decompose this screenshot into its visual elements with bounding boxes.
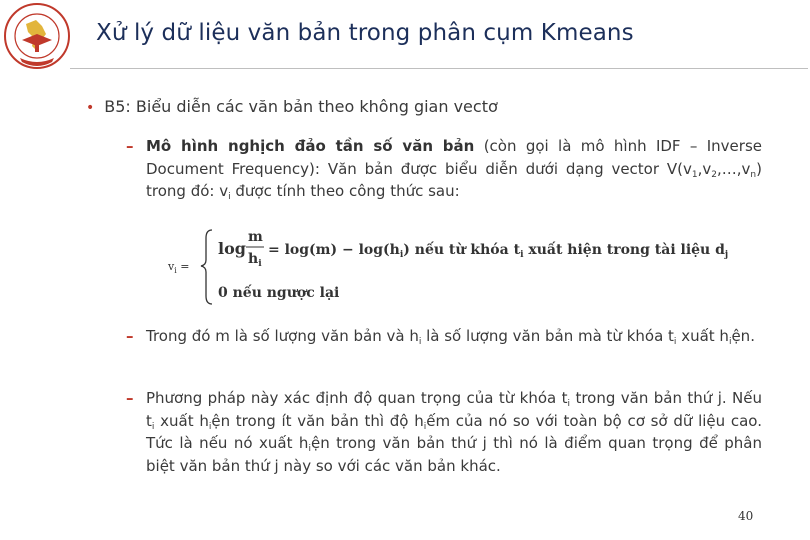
- dash-marker: –: [126, 389, 134, 407]
- idf-formula: [168, 224, 729, 306]
- bullet-dot: •: [86, 100, 95, 116]
- page-number: 40: [738, 509, 754, 523]
- formula-case2: 0 nếu ngược lại: [218, 285, 340, 301]
- svg-text:hi: $h_i$: [248, 251, 262, 269]
- svg-text:= log(m) − log(hi) nếu từ khóa: = $\log(m) - \log(h_i)$ nếu từ khóa $t_i$ xuất hiện trong tài liệu $d_j$: [268, 242, 729, 260]
- item-text: Phương pháp này xác định độ quan trọng của từ khóa $t_i$ trong văn bản thứ j. Nếu $t_i$ xuất $h_iện$ trong ít văn bản thì độ $h_iếm$ của nó so với toàn bộ cơ sở dữ liệu cao. Tức là nếu nó xuất $h_iện$ trong văn bản thứ j thì nó là điểm quan trọng để phân biệt văn bản thứ j này so với các văn bản khác.: [146, 389, 762, 475]
- university-logo: [2, 2, 72, 70]
- formula-lhs: $v_i$ =: [168, 260, 190, 275]
- svg-text:m: m: [248, 229, 263, 245]
- svg-text:log: log: [218, 239, 246, 258]
- dash-marker: –: [126, 137, 134, 155]
- item-bold-lead: Mô hình nghịch đảo tần số văn bản: [146, 137, 475, 155]
- bullet-text: B5: Biểu diễn các văn bản theo không gian vectơ: [104, 97, 498, 116]
- title-divider: [70, 68, 808, 69]
- slide-title: Xử lý dữ liệu văn bản trong phân cụm Kmeans: [96, 20, 634, 46]
- list-item-definition: [128, 325, 762, 348]
- list-item-idf: [128, 135, 762, 203]
- main-bullet: [86, 97, 498, 116]
- item-text: Trong đó m là số lượng văn bản và $h_i$ là số lượng văn bản mà từ khóa $t_i$ xuất $h_iện$.: [146, 327, 755, 347]
- list-item-method: [128, 387, 762, 477]
- dash-marker: –: [126, 327, 134, 345]
- item-text: Mô hình nghịch đảo tần số văn bản (còn gọi là mô hình IDF – Inverse Document Frequency): Văn bản được biểu diễn dưới dạng vector $V(v_1,v_2,\dots,v_n)$ trong đó: $v_i$ được tính theo công thức sau:: [146, 137, 762, 202]
